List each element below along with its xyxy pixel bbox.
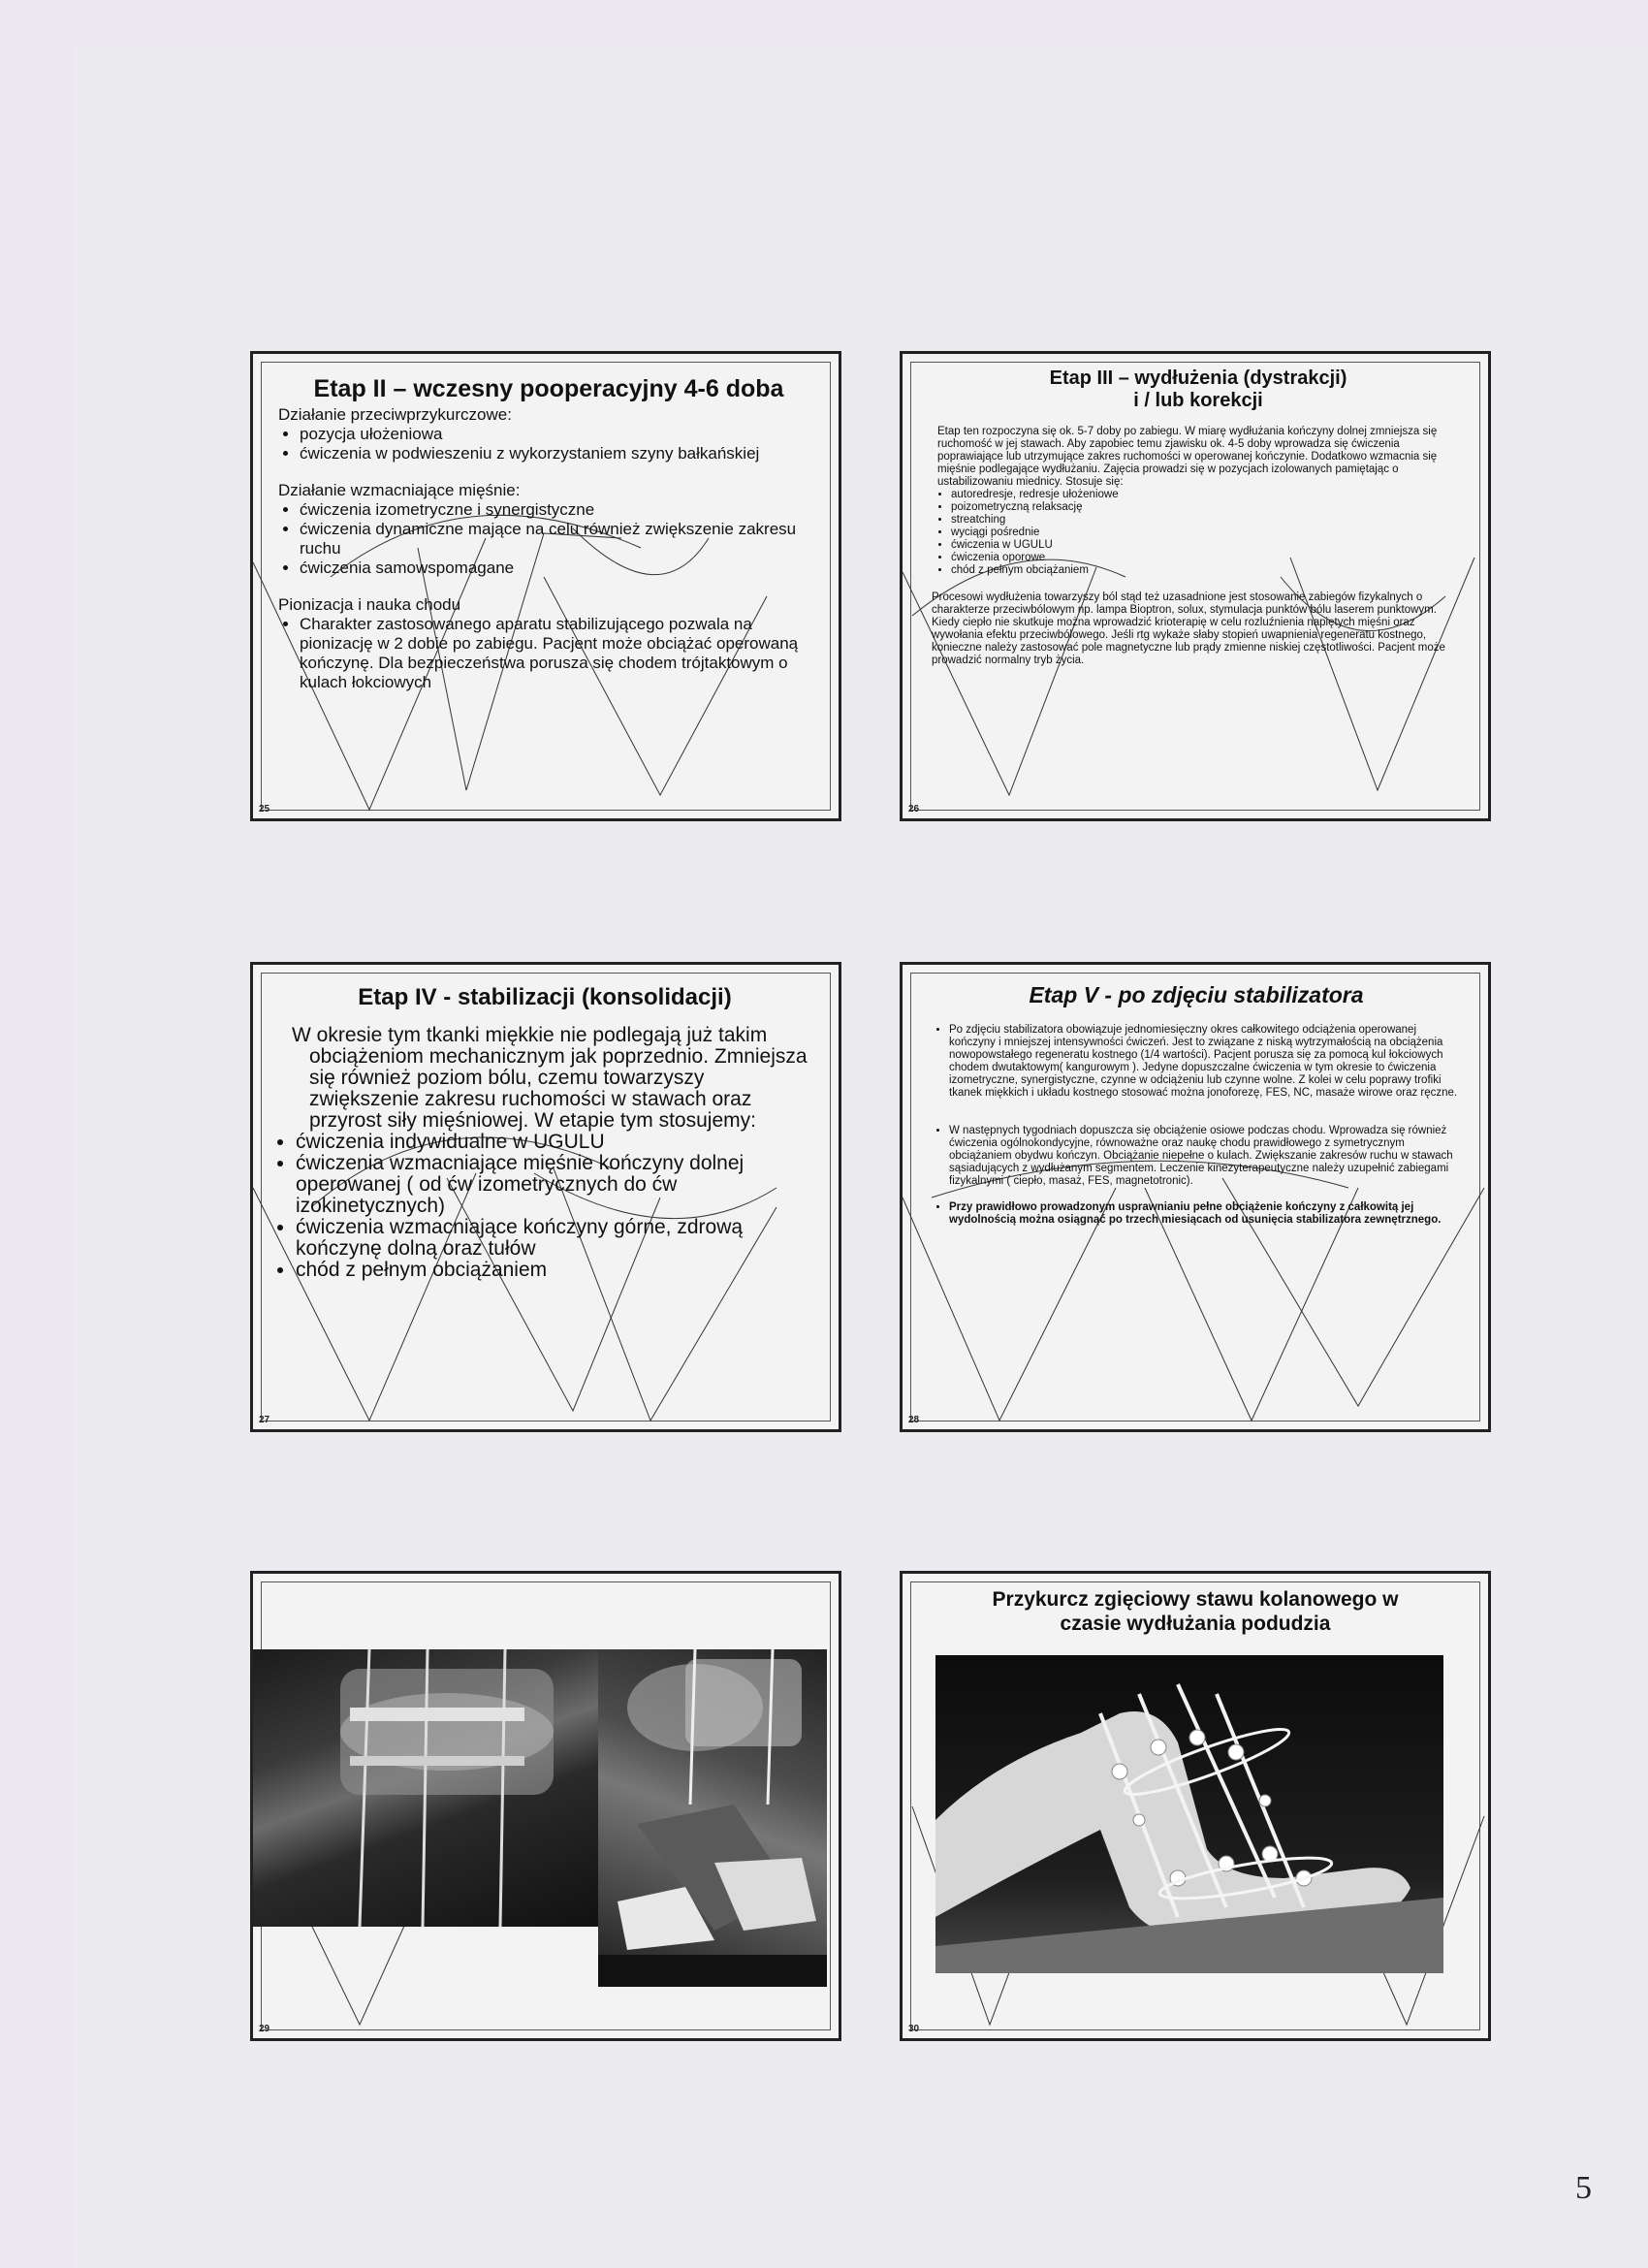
knee-contracture-photo — [935, 1655, 1443, 1973]
slide-title: Etap III – wydłużenia (dystrakcji) i / lub korekcji — [1049, 367, 1347, 411]
slide-title: Etap IV - stabilizacji (konsolidacji) — [358, 984, 732, 1010]
list-item: • wyciągi pośrednie — [951, 527, 1465, 539]
slide-number: 26 — [908, 804, 920, 815]
list-item: • chód z pełnym obciążaniem — [951, 564, 1465, 577]
slide-paragraph: Etap ten rozpoczyna się ok. 5-7 doby po zabiegu. W miarę wydłużania kończyny dolnej zmniejsza się ruchomość w jej stawach. Aby zapobiec temu zjawisku ok. 4-5 doby wprowadza się ćwiczenia poprawiające lub utrzymujące zakres ruchomości w operowanej kończynie. Dodatkowo wzmacnia się mięśnie podlegające wydłużaniu. Zajęcia prowadzi się w pozycjach izolowanych pamiętając o ustabilizowaniu miednicy. Stosuje się: — [937, 426, 1438, 488]
list-item: • ćwiczenia oporowe — [951, 552, 1465, 564]
list-item: • ćwiczenia wzmacniające mięśnie kończyny dolnej operowanej ( od ćw izometrycznych do ćw izokinetycznych) — [296, 1153, 815, 1217]
list-item: • Po zdjęciu stabilizatora obowiązuje jednomiesięczny okres całkowitego odciążenia operowanej kończyny i mniejszej intensywności ćwiczeń. Jest to związane z niską wytrzymałością na obciążenia nowopowstałego regeneratu kostnego (1/4 wartości). Pacjent porusza się za pomocą kul łokciowych chodem dwutaktowym( kangurowym ). Jedyne dopuszczalne ćwiczenia w tym okresie to ćwiczenia izometryczne, synergistyczne, czynne w odciążeniu lub czynne wolne. Z kolei w celu poprawy trofiki tkanek miękkich i układu kostnego stosować można jonoforezę, FES, NC, masaże wirowe oraz ręczne. — [949, 1024, 1465, 1100]
list-item: • ćwiczenia izometryczne i synergistyczne — [300, 500, 819, 520]
list-item: • W następnych tygodniach dopuszcza się obciążenie osiowe podczas chodu. Wprowadza się również ćwiczenia ogólnokondycyjne, równoważne oraz naukę chodu prawidłowego z symetrycznym obciążaniem obydwu kończyn. Obciążanie niepełne o kulach. Zwiększanie zakresów ruchu w stawach sąsiadujących z wydłużanym segmentem. Leczenie kinezyterapeutyczne należy uzupełnić zabiegami fizykalnymi ( ciepło, masaż, FES, magnetotronic). — [949, 1125, 1465, 1188]
list-item: • ćwiczenia samowspomagane — [300, 559, 819, 578]
list-item: • Przy prawidłowo prowadzonym usprawnianiu pełne obciążenie kończyny z całkowitą jej wydolnością można osiągnąć po trzech miesiącach od usunięcia stabilizatora zewnętrznego. — [949, 1201, 1465, 1227]
section-heading: Działanie wzmacniające mięśnie: — [278, 481, 521, 499]
slide-title: Etap II – wczesny pooperacyjny 4-6 doba — [313, 375, 784, 402]
slide-30 — [900, 1571, 1491, 2041]
list-item: • ćwiczenia w UGULU — [951, 539, 1465, 552]
list-item: • ćwiczenia dynamiczne mające na celu również zwiększenie zakresu ruchu — [300, 520, 819, 559]
slide-29 — [250, 1571, 841, 2041]
slide-number: 25 — [259, 804, 270, 815]
slide-number: 27 — [259, 1415, 270, 1425]
slide-paragraph: Procesowi wydłużenia towarzyszy ból stąd też uzasadnione jest stosowanie zabiegów fizykalnych o charakterze przeciwbólowym np. lampa Bioptron, solux, stymulacja punktów bólu laserem punktowym. Kiedy ciepło nie skutkuje można wprowadzić krioterapię w celu rozluźnienia napiętych mięśni oraz wywołania efektu przeciwbólowego. Jeśli rtg wykaże słaby stopień uwapnienia regeneratu kostnego, konieczne należy zastosować pole magnetyczne lub prądy zmienne niskiej częstotliwości. Pacjent może prowadzić normalny tryb życia. — [932, 591, 1445, 666]
list-item: • ćwiczenia indywidualne w UGULU — [296, 1132, 815, 1153]
slide-28 — [900, 962, 1491, 1432]
page-number: 5 — [1575, 2170, 1592, 2206]
list-item: • ćwiczenia w podwieszeniu z wykorzystaniem szyny bałkańskiej — [300, 444, 819, 463]
leg-stabilizer-photo-left — [253, 1649, 598, 1927]
slide-paragraph: W okresie tym tkanki miękkie nie podlegają już takim obciążeniom mechanicznym jak poprzednio. Zmniejsza się również poziom bólu, czemu towarzyszy zwiększenie zakresu ruchomości w stawach oraz przyrost siły mięśniowej. W etapie tym stosujemy: — [292, 1024, 808, 1132]
list-item: • ćwiczenia wzmacniające kończyny górne, zdrową kończynę dolną oraz tułów — [296, 1217, 815, 1260]
slide-25 — [250, 351, 841, 821]
list-item: • streatching — [951, 514, 1465, 527]
list-item: • autoredresje, redresje ułożeniowe — [951, 489, 1465, 501]
slide-27 — [250, 962, 841, 1432]
section-heading: Działanie przeciwprzykurczowe: — [278, 405, 512, 424]
section-heading: Pionizacja i nauka chodu — [278, 595, 461, 614]
slide-26 — [900, 351, 1491, 821]
slide-number: 29 — [259, 2024, 270, 2034]
slide-number: 30 — [908, 2024, 920, 2034]
slide-number: 28 — [908, 1415, 920, 1425]
leg-stabilizer-photo-right — [598, 1649, 827, 1987]
list-item: • pozycja ułożeniowa — [300, 425, 819, 444]
list-item: • poizometryczną relaksację — [951, 501, 1465, 514]
slide-title: Przykurcz zgięciowy stawu kolanowego w czasie wydłużania podudzia — [992, 1588, 1399, 1635]
slide-title: Etap V - po zdjęciu stabilizatora — [1029, 982, 1364, 1007]
list-item: • chód z pełnym obciążaniem — [296, 1260, 815, 1281]
list-item: • Charakter zastosowanego aparatu stabilizującego pozwala na pionizację w 2 dobie po zabiegu. Pacjent może obciążać operowaną kończynę. Dla bezpieczeństwa porusza się chodem trójtaktowym o kulach łokciowych — [300, 615, 819, 692]
